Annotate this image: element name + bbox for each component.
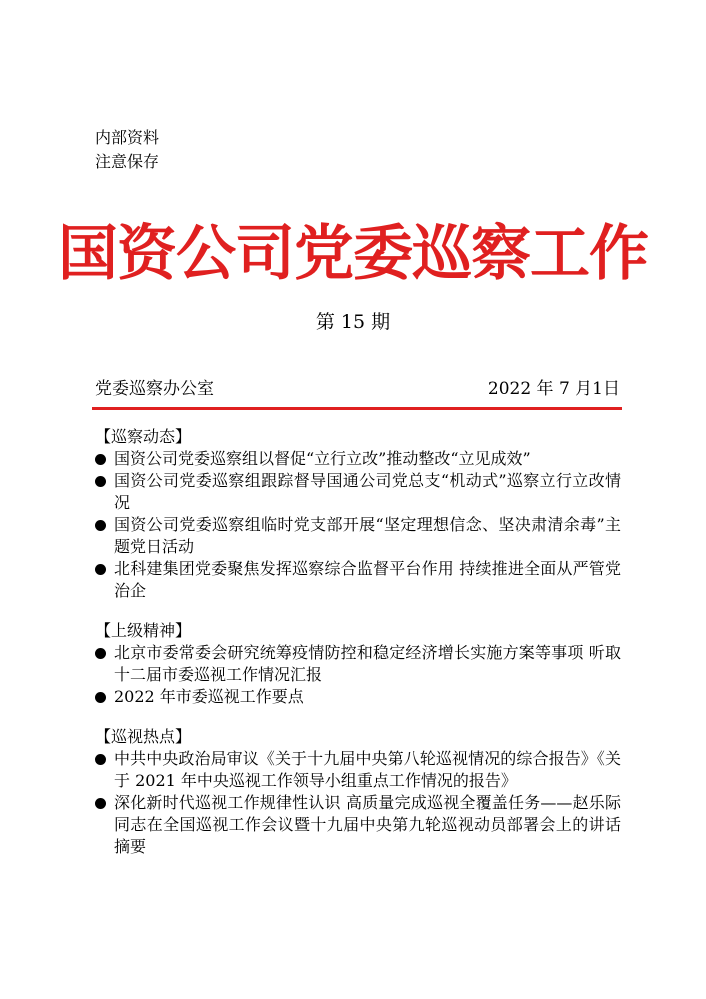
bullet-dot-icon (95, 564, 106, 575)
red-divider-rule (92, 407, 622, 410)
section-title: 【巡察动态】 (95, 427, 192, 446)
list-item[interactable] (95, 642, 621, 686)
bullet-dot-icon (95, 798, 106, 809)
publication-title: 国资公司党委巡察工作 (58, 219, 648, 289)
section-inspection-hotspots (95, 726, 621, 858)
internal-material-note: 内部资料 (95, 128, 160, 147)
bullet-dot-icon (95, 692, 106, 703)
list-item[interactable] (95, 558, 621, 602)
list-item-text: 国资公司党委巡察组临时党支部开展“坚定理想信念、坚决肃清余毒”主题党日活动 (114, 515, 621, 556)
list-item[interactable] (95, 792, 621, 858)
list-item[interactable] (95, 448, 621, 470)
list-item-text: 深化新时代巡视工作规律性认识 高质量完成巡视全覆盖任务——赵乐际同志在全国巡视工作会议暨十九届中央第九轮巡视动员部署会上的讲话摘要 (114, 793, 621, 856)
issue-number: 第 15 期 (315, 311, 391, 333)
bullet-dot-icon (95, 476, 106, 487)
table-of-contents (95, 426, 621, 876)
meta-row (95, 376, 620, 402)
bullet-dot-icon (95, 454, 106, 465)
bullet-dot-icon (95, 754, 106, 765)
list-item[interactable] (95, 686, 621, 708)
bullet-dot-icon (95, 520, 106, 531)
section-higher-level-spirit (95, 620, 621, 708)
publish-date: 2022 年 7 月1日 (487, 379, 620, 399)
header-notes (95, 126, 159, 174)
keep-safe-note: 注意保存 (95, 152, 160, 171)
list-item[interactable] (95, 470, 621, 514)
list-item[interactable] (95, 514, 621, 558)
publisher-name: 党委巡察办公室 (95, 379, 214, 399)
list-item-text: 国资公司党委巡察组以督促“立行立改”推动整改“立见成效” (114, 449, 531, 468)
list-item[interactable] (95, 748, 621, 792)
section-title: 【巡视热点】 (95, 727, 192, 746)
list-item-text: 国资公司党委巡察组跟踪督导国通公司党总支“机动式”巡察立行立改情况 (114, 471, 621, 512)
section-inspection-news (95, 426, 621, 602)
list-item-text: 北京市委常委会研究统筹疫情防控和稳定经济增长实施方案等事项 听取十二届市委巡视工作情况汇报 (114, 643, 621, 684)
list-item-text: 北科建集团党委聚焦发挥巡察综合监督平台作用 持续推进全面从严管党治企 (114, 559, 621, 600)
list-item-text: 中共中央政治局审议《关于十九届中央第八轮巡视情况的综合报告》《关于 2021 年中央巡视工作领导小组重点工作情况的报告》 (114, 749, 621, 790)
bullet-dot-icon (95, 648, 106, 659)
section-title: 【上级精神】 (95, 621, 192, 640)
list-item-text: 2022 年市委巡视工作要点 (114, 687, 304, 706)
